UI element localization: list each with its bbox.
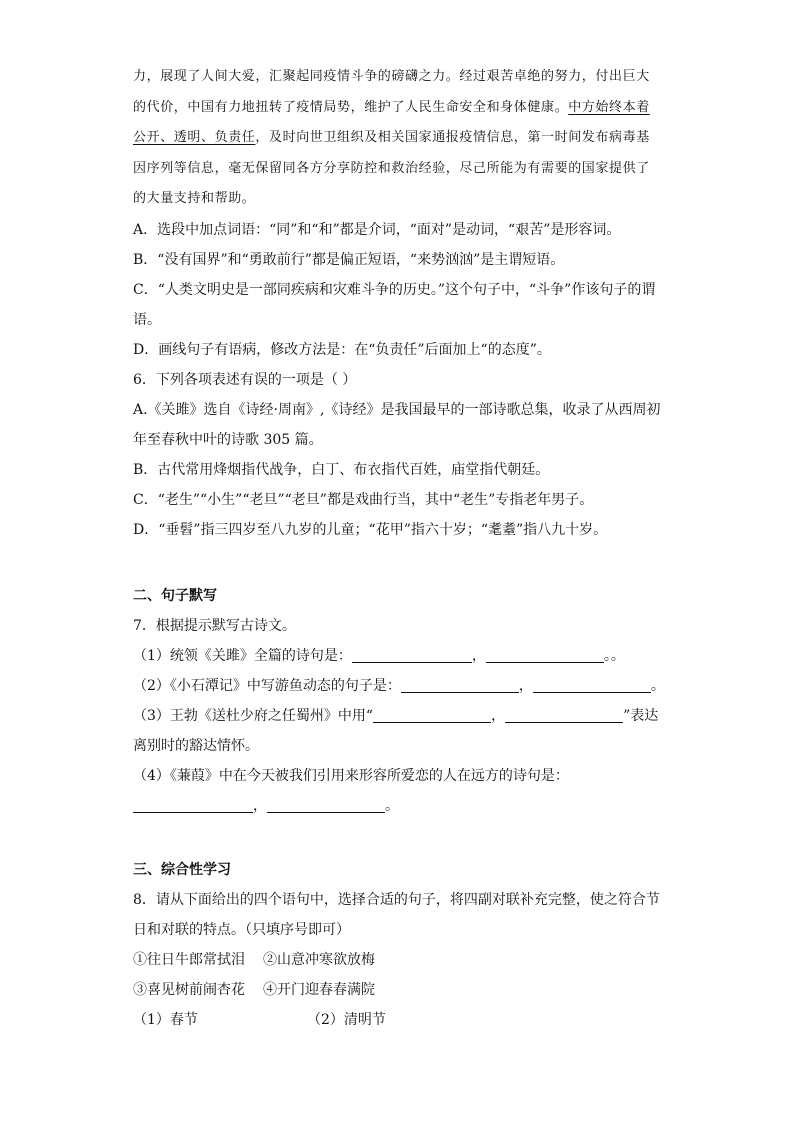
q7-item-4-answers	[133, 791, 663, 821]
answer-blank[interactable]	[533, 676, 651, 693]
punct: ，	[518, 677, 533, 694]
q6-option-d: D．“垂髫”指三四岁至八九岁的儿童；“花甲”指六十岁；“耄耋”指八九十岁。	[133, 521, 608, 538]
q7-item-1	[133, 641, 663, 671]
punct: 。	[385, 797, 399, 814]
festival-spring: （1）春节	[133, 1011, 198, 1028]
q6-option-a: A.《关雎》选自《诗经·周南》,《诗经》是我国最早的一部诗歌总集，收录了从西周初	[133, 401, 661, 418]
reading-passage	[133, 62, 663, 215]
q7-item-3-cont: 离别时的豁达情怀。	[133, 737, 259, 754]
q7-3-prompt: （3）王勃《送杜少府之任蜀州》中用“	[133, 707, 374, 724]
answer-blank[interactable]	[486, 646, 604, 663]
punct: 。	[650, 677, 665, 694]
passage-line	[133, 93, 663, 124]
q8-festival-row	[133, 1005, 663, 1035]
q7-2-prompt: （2）《小石潭记》中写游鱼动态的句子是：	[133, 677, 401, 694]
answer-blank[interactable]	[267, 796, 385, 813]
answer-blank[interactable]	[133, 796, 253, 813]
section-title-comprehensive: 三、综合性学习	[133, 861, 231, 878]
q5-option-c-cont: 语。	[133, 311, 161, 328]
answer-blank[interactable]	[505, 706, 623, 723]
q6-option-c: C．“老生”“小生”“老旦”“老旦”都是戏曲行当，其中“老生”专指老年男子。	[133, 491, 594, 508]
q7-item-2	[133, 671, 663, 701]
q5-option-a: A．选段中加点词语：“同”和“和”都是介词，“面对”是动词，“艰苦”是形容词。	[133, 221, 621, 238]
answer-blank[interactable]	[352, 646, 472, 663]
q5-option-c: C．“人类文明史是一部同疾病和灾难斗争的历史。”这个句子中，“斗争”作该句子的谓	[133, 281, 656, 298]
underlined-sentence: 公开、透明、负责任	[133, 130, 256, 145]
passage-line	[133, 123, 663, 154]
q6-stem: 6．下列各项表述有误的一项是（ ）	[133, 371, 357, 388]
q7-item-4: （4）《蒹葭》中在今天被我们引用来形容所爱恋的人在远方的诗句是：	[133, 767, 569, 784]
q8-options-row-1	[133, 945, 663, 975]
festival-qingming: （2）清明节	[307, 1011, 386, 1028]
q8-stem: 8．请从下面给出的四个语句中，选择合适的句子，将四副对联补充完整，使之符合节	[133, 891, 660, 908]
punct: 。。	[603, 647, 625, 664]
q8-option: ②山意冲寒欲放梅	[263, 951, 375, 968]
passage-line: 力，展现了人间大爱，汇聚起同疫情斗争的磅礴之力。经过艰苦卓绝的努力，付出巨大	[133, 69, 650, 84]
q5-option-d: D．画线句子有语病，修改方法是：在“负责任”后面加上“的态度”。	[133, 341, 551, 358]
q8-option: ③喜见树前闹杏花	[133, 981, 245, 998]
q8-stem-cont: 日和对联的特点。（只填序号即可）	[133, 921, 350, 938]
q8-option: ①往日牛郎常拭泪	[133, 951, 245, 968]
q6-option-b: B．古代常用烽烟指代战争，白丁、布衣指代百姓，庙堂指代朝廷。	[133, 461, 550, 478]
punct: ，	[253, 797, 267, 814]
q7-stem: 7．根据提示默写古诗文。	[133, 617, 296, 634]
section-title-recitation: 二、句子默写	[133, 587, 217, 604]
passage-text: ，及时向世卫组织及相关国家通报疫情信息，第一时间发布病毒基	[255, 130, 650, 145]
passage-line: 因序列等信息，毫无保留同各方分享防控和救治经验，尽己所能为有需要的国家提供了	[133, 160, 650, 176]
q7-1-prompt: （1）统领《关雎》全篇的诗句是：	[133, 647, 352, 664]
passage-text: 的代价，中国有力地扭转了疫情局势，维护了人民生命安全和身体健康。	[133, 99, 569, 115]
q5-option-b: B．“没有国界”和“勇敢前行”都是偏正短语，“来势汹汹”是主谓短语。	[133, 251, 565, 268]
q8-options-row-2	[133, 975, 663, 1005]
answer-blank[interactable]	[373, 706, 491, 723]
punct: ，	[471, 647, 486, 664]
q7-item-3	[133, 701, 663, 731]
exam-content	[133, 62, 663, 1035]
punct: ，	[491, 707, 506, 724]
underlined-sentence: 中方始终本着	[568, 99, 650, 115]
q8-option: ④开门迎春春满院	[263, 981, 375, 998]
q6-option-a-cont: 年至春秋中叶的诗歌 305 篇。	[133, 431, 323, 448]
passage-line: 的大量支持和帮助。	[133, 191, 256, 206]
q7-3-suffix: ”表达	[623, 707, 659, 724]
answer-blank[interactable]	[401, 676, 519, 693]
